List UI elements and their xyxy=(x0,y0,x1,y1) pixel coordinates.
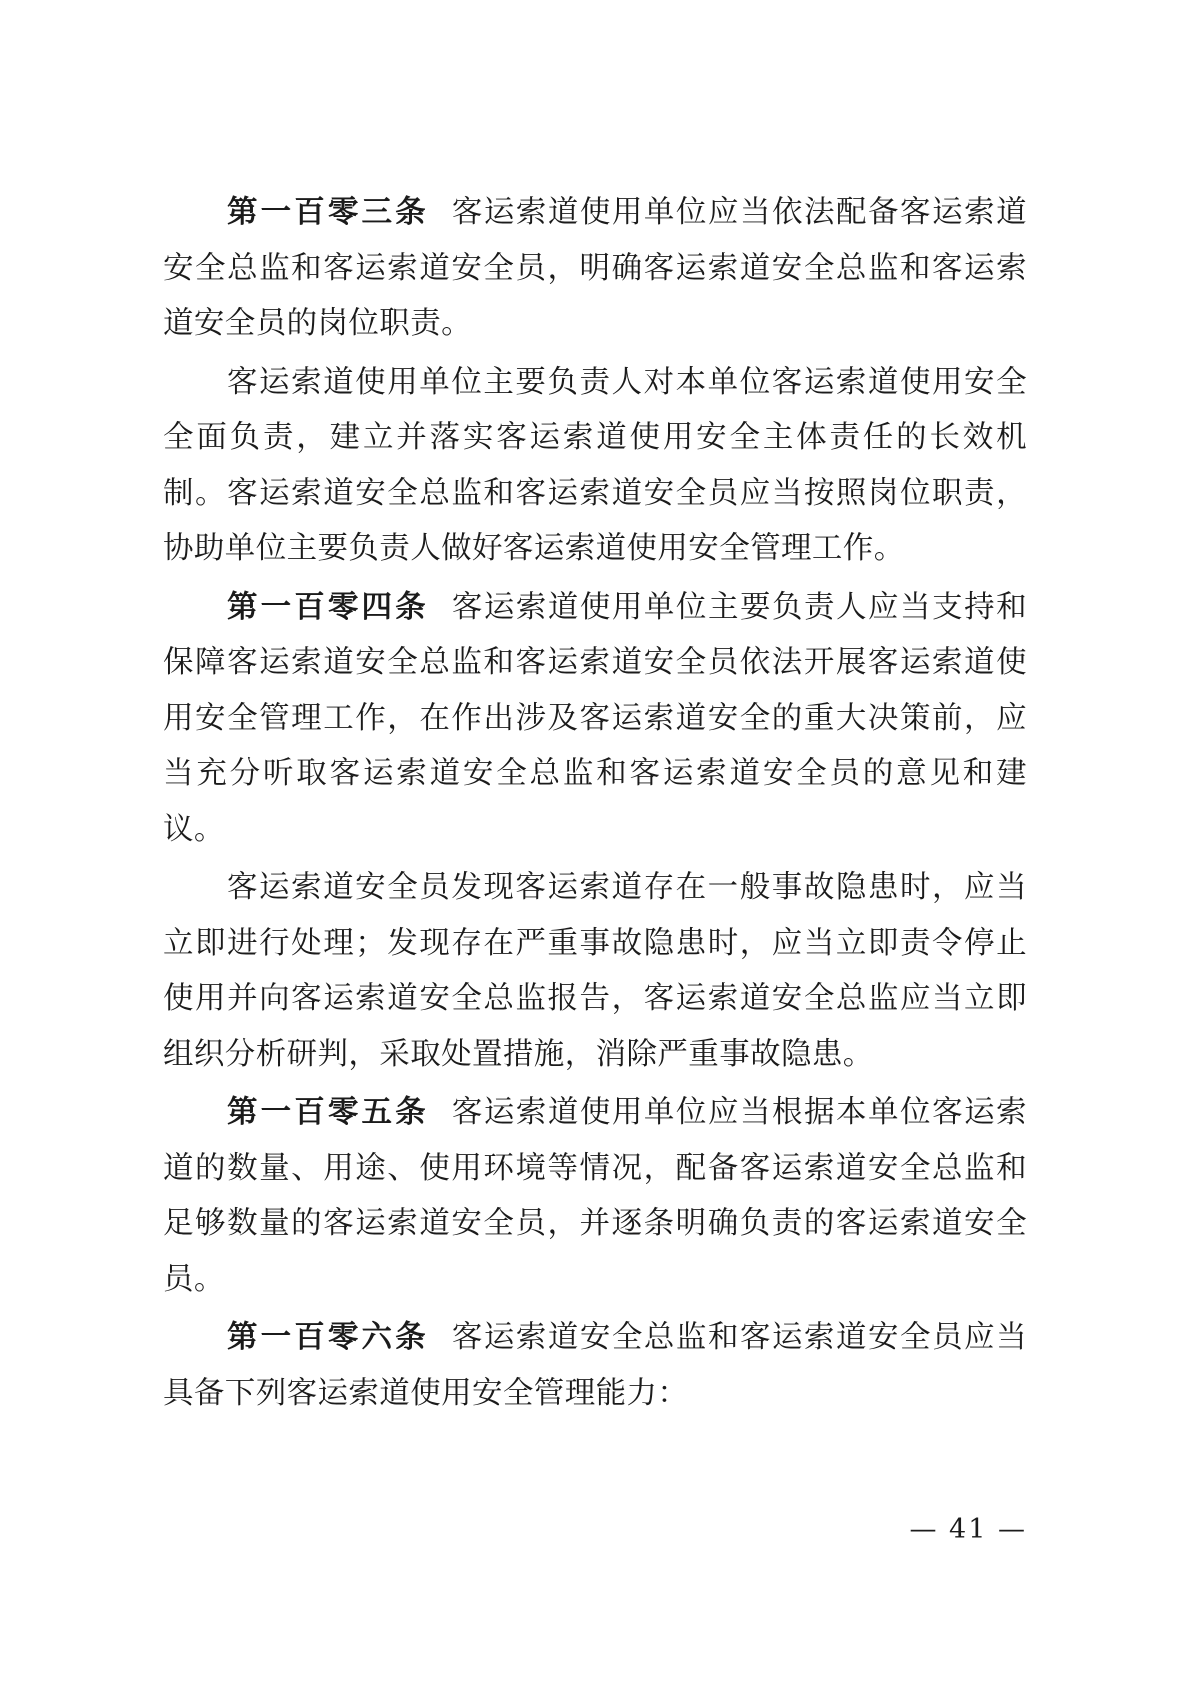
paragraph-text: 客运索道使用单位主要负责人对本单位客运索道使用安全全面负责，建立并落实客运索道使用安全主体责任的长效机制。客运索道安全总监和客运索道安全员应当按照岗位职责，协助单位主要负责人做好客运索道使用安全管理工作。 xyxy=(163,364,1027,566)
paragraph-text: 客运索道使用单位应当根据本单位客运索道的数量、用途、使用环境等情况，配备客运索道安全总监和足够数量的客运索道安全员，并逐条明确负责的客运索道安全员。 xyxy=(163,1095,1027,1297)
paragraph xyxy=(163,580,1027,858)
paragraph xyxy=(163,860,1027,1082)
paragraph xyxy=(163,185,1027,352)
paragraph-text: 客运索道安全总监和客运索道安全员应当具备下列客运索道使用安全管理能力： xyxy=(163,1320,1027,1411)
paragraph-text: 客运索道使用单位应当依法配备客运索道安全总监和客运索道安全员，明确客运索道安全总监和客运索道安全员的岗位职责。 xyxy=(163,195,1027,341)
article-label: 第一百零五条 xyxy=(227,1094,429,1130)
article-label: 第一百零三条 xyxy=(227,194,429,230)
paragraph xyxy=(163,1310,1027,1421)
page-number: — 41 — xyxy=(909,1514,1027,1545)
document-body xyxy=(163,185,1027,1421)
paragraph xyxy=(163,355,1027,577)
paragraph-text: 客运索道使用单位主要负责人应当支持和保障客运索道安全总监和客运索道安全员依法开展客运索道使用安全管理工作，在作出涉及客运索道安全的重大决策前，应当充分听取客运索道安全总监和客运索道安全员的意见和建议。 xyxy=(163,589,1027,847)
paragraph xyxy=(163,1085,1027,1307)
article-label: 第一百零六条 xyxy=(227,1319,429,1355)
article-label: 第一百零四条 xyxy=(227,588,429,625)
paragraph-text: 客运索道安全员发现客运索道存在一般事故隐患时，应当立即进行处理；发现存在严重事故隐患时，应当立即责令停止使用并向客运索道安全总监报告，客运索道安全总监应当立即组织分析研判，采取处置措施，消除严重事故隐患。 xyxy=(163,870,1027,1072)
